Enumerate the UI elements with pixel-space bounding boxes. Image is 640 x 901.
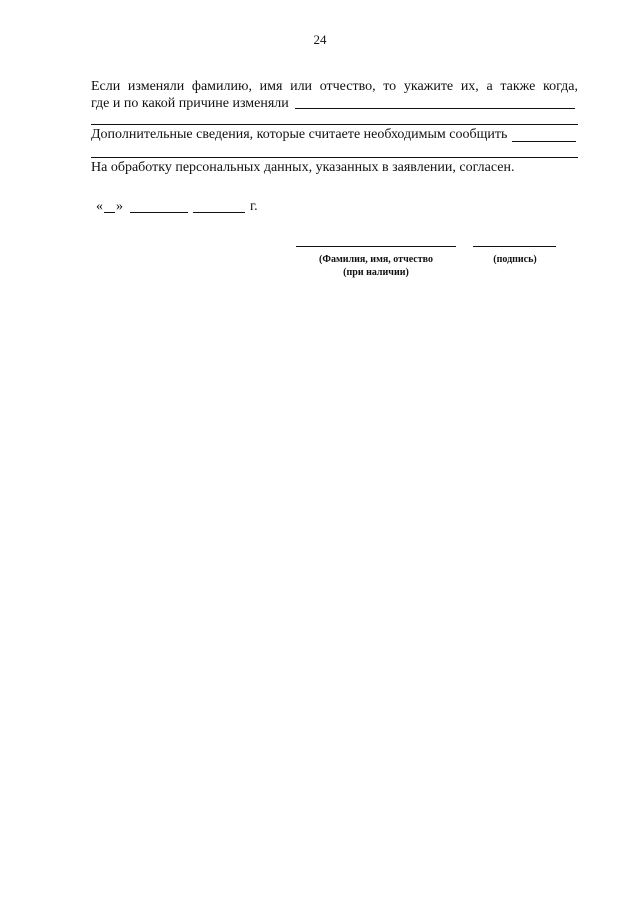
name-change-text-line1: Если изменяли фамилию, имя или отчество, то укажите их, а также когда, xyxy=(91,79,578,94)
date-day-field[interactable] xyxy=(104,212,115,213)
full-name-caption-line2: (при наличии) xyxy=(343,267,409,278)
signature-field[interactable] xyxy=(473,246,556,247)
date-year-field[interactable] xyxy=(193,212,245,213)
full-name-field[interactable] xyxy=(296,246,456,247)
additional-info-fill-line-2[interactable] xyxy=(91,157,578,158)
name-change-fill-line-1[interactable] xyxy=(295,108,575,109)
name-change-fill-line-2[interactable] xyxy=(91,124,578,125)
full-name-caption-line1: (Фамилия, имя, отчество xyxy=(319,254,433,265)
date-open-quote: « xyxy=(96,199,103,214)
name-change-text-line2: где и по какой причине изменяли xyxy=(91,96,289,111)
page-number: 24 xyxy=(313,32,327,47)
consent-text: На обработку персональных данных, указанных в заявлении, согласен. xyxy=(91,160,515,175)
date-close-quote: » xyxy=(116,199,123,214)
additional-info-text: Дополнительные сведения, которые считаете необходимым сообщить xyxy=(91,127,508,142)
date-year-suffix: г. xyxy=(250,199,258,214)
date-month-field[interactable] xyxy=(130,212,188,213)
signature-caption: (подпись) xyxy=(493,254,537,265)
additional-info-fill-line-1[interactable] xyxy=(512,141,576,142)
